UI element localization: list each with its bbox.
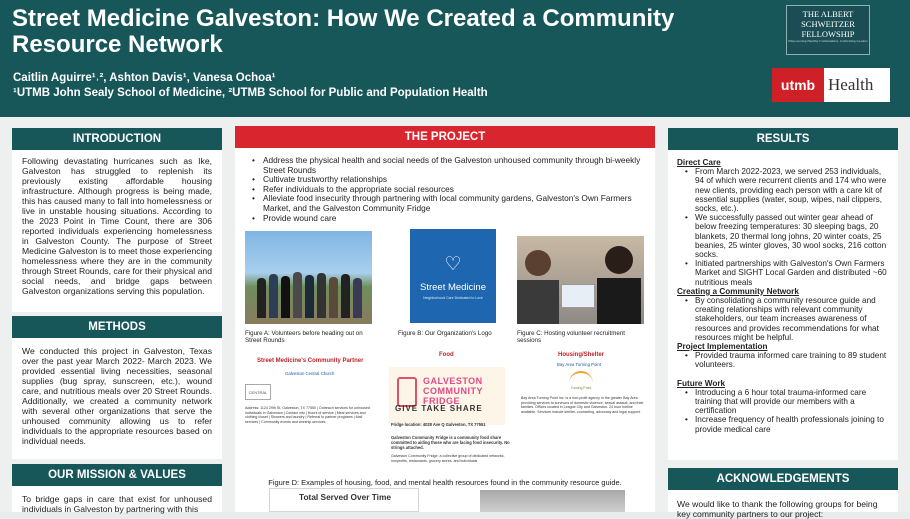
partner-heading: Street Medicine's Community Partner [257, 358, 364, 364]
logo-line: SCHWEITZER [801, 19, 855, 29]
logo-subtext: Neighborhood Care Dedicated to Love [423, 296, 483, 300]
utmb-health-logo [772, 68, 890, 102]
person-figure [257, 278, 266, 318]
fridge-logo-line: FRIDGE [423, 396, 461, 406]
fridge-address: Fridge location: 4028 Ave Q Galveston, TX 77551 [391, 422, 486, 427]
person-head [525, 250, 551, 276]
person-head [605, 246, 633, 274]
fridge-tagline: GIVE TAKE SHARE [395, 404, 483, 413]
street-medicine-logo [410, 229, 496, 323]
logo-line: THE ALBERT [802, 9, 854, 19]
implementation-heading: Project Implementation [677, 342, 768, 352]
person-body [597, 278, 641, 324]
list-item: • Increase frequency of health professionals joining to provide medical care [677, 415, 891, 433]
figure-b-caption: Figure B: Our Organization's Logo [398, 330, 492, 337]
logo-tagline: Empowering Healthy Communities, Cultivating Leaders [788, 39, 868, 43]
housing-heading: Housing/Shelter [558, 352, 605, 358]
acknowledgements-heading: ACKNOWLEDGEMENTS [668, 468, 898, 490]
partner-details: Address: 1124 29th St, Galveston, TX 77550 | Outreach services for unhoused individuals in Galveston | Contact info | Hours of service | Meal services and clothing closet | Showers and laundry | Referral to partner programs | Mail services | Community events and worship services [245, 406, 370, 424]
direct-care-list [677, 167, 891, 287]
methods-panel [12, 316, 222, 459]
figure-a-caption: Figure A: Volunteers before heading out on Street Rounds [245, 330, 363, 344]
implementation-list [677, 351, 891, 369]
list-item: • By consolidating a community resource guide and creating relationships with relevant community stakeholders, our team increases awareness of resources and provides recommendations for what resources might be helpful. [677, 296, 891, 342]
person-figure [353, 278, 362, 318]
project-bullets [249, 156, 649, 223]
food-heading: Food [439, 352, 454, 358]
fridge-description: Galveston Community Fridge is a community food share committed to aiding those who are facing food insecurity. No strings attached. [391, 435, 510, 450]
person-figure [317, 273, 326, 318]
person-figure [305, 275, 314, 318]
mission-heading: OUR MISSION & VALUES [12, 464, 222, 486]
chart-title: Total Served Over Time [299, 492, 391, 502]
health-wordmark: Health [828, 75, 874, 94]
recruitment-photo [517, 236, 644, 324]
community-fridge-logo [389, 367, 505, 425]
event-photo [480, 490, 625, 512]
person-figure [281, 276, 290, 318]
poster-title: Street Medicine Galveston: How We Created a Community Resource Network [12, 5, 675, 58]
person-figure [341, 274, 350, 318]
authors: Caitlin Aguirre¹˒², Ashton Davis¹, Vanesa Ochoa¹ [13, 72, 276, 84]
future-heading: Future Work [677, 378, 726, 388]
list-item: • Alleviate food insecurity through partnering with local community gardens, Galveston's Own Farmers Market, and the Galveston Community Fridge [249, 194, 649, 213]
utmb-wordmark: utmb [772, 68, 824, 102]
list-item: • Address the physical health and social needs of the Galveston unhoused community through bi-weekly Street Rounds [249, 156, 649, 175]
fridge-logo-line: GALVESTON [423, 376, 483, 386]
methods-text: We conducted this project in Galveston, Texas over the past year March 2022- March 2023. We provided essential living necessities, seasonal supplies (bug spray, sunscreen, etc.), wound care, and nutritious meals over 20 Street Rounds. Additionally, we created a community network with several other organizations that serve the unhoused community allowing us to refer individuals to the appropriate resources based on individual needs. [22, 346, 212, 446]
results-panel [668, 128, 898, 460]
acknowledgements-panel [668, 468, 898, 519]
introduction-heading: INTRODUCTION [12, 128, 222, 150]
mission-panel [12, 464, 222, 512]
introduction-text: Following devastating hurricanes such as Ike, Galveston has struggled to replenish its previously existing affordable housing infrastructure. Although progress is being made, this has caused many to fall into homelessness or live in unstable housing situations. According to the 2023 Point in Time Count, there are 306 reported individuals experiencing homelessness in Galveston County. The purpose of Street Medicine Galveston is to meet those experiencing homelessness where they are in the community through Street Rounds, care for their physical and social needs, and bridge gaps between Galveston organizations serving this population. [22, 156, 212, 296]
fridge-logo-line: COMMUNITY [423, 386, 483, 396]
project-panel [235, 126, 655, 512]
logo-text: Street Medicine [419, 282, 486, 293]
fridge-description-2: Galveston Community Fridge: a collective group of dedicated networks, nonprofits, restaurants, grocery stores, and individuals [391, 454, 505, 463]
person-figure [269, 274, 278, 318]
schweitzer-fellowship-logo [786, 5, 870, 55]
list-item: • Provided trauma informed care training to 89 student volunteers. [677, 351, 891, 369]
affiliations: ¹UTMB John Sealy School of Medicine, ²UTMB School for Public and Population Health [13, 87, 488, 99]
figure-c-caption: Figure C: Hosting volunteer recruitment sessions [517, 330, 625, 344]
fridge-icon [397, 377, 417, 407]
direct-care-heading: Direct Care [677, 158, 721, 167]
housing-name: Bay Area Turning Point [557, 362, 601, 367]
poster-header [0, 0, 910, 117]
partner-name: Galveston Central Church [285, 371, 335, 376]
heart-icon: ♡ [444, 254, 462, 275]
turning-point-logo: Turning Point [569, 371, 593, 389]
results-body [677, 158, 891, 434]
list-item: • Initiated partnerships with Galveston's Own Farmers Market and SIGHT Local Garden and distributed ~60 nutritious meals [677, 259, 891, 287]
housing-details: Bay Area Turning Point Inc. is a non-profit agency in the greater Bay Area providing services to survivors of domestic violence, sexual assault, and their families. Offices located in League City and Galveston. 24 hour hotline available. Services include shelter, counseling, advocacy and legal support. [521, 396, 644, 414]
person-figure [329, 277, 338, 318]
acknowledgements-text: We would like to thank the following groups for being key community partners to our project: [677, 499, 878, 519]
laptop [561, 284, 595, 308]
introduction-panel [12, 128, 222, 312]
network-heading: Creating a Community Network [677, 286, 799, 296]
list-item: • Cultivate trustworthy relationships [249, 175, 649, 185]
future-list [677, 388, 891, 434]
list-item: • Refer individuals to the appropriate social resources [249, 185, 649, 195]
list-item: • Introducing a 6 hour total trauma-informed care training that will provide our members with a certification [677, 388, 891, 416]
project-heading: THE PROJECT [235, 126, 655, 148]
person-body [517, 280, 559, 324]
mission-text: To bridge gaps in care that exist for unhoused individuals in Galveston by partnering with this [22, 494, 212, 514]
list-item: • From March 2022-2023, we served 253 individuals, 94 of which were recurrent clients and 174 who were new clients, providing each person with a care kit of essential supplies (water, soup, wipes, nail clippers, socks, etc.). [677, 167, 891, 213]
volunteers-photo [245, 231, 372, 324]
figure-d-caption: Figure D: Examples of housing, food, and mental health resources found in the community resource guide. [268, 478, 622, 487]
list-item: • Provide wound care [249, 214, 649, 224]
logo-line: FELLOWSHIP [801, 29, 855, 39]
central-church-logo: CENTRAL [245, 384, 271, 400]
network-list [677, 296, 891, 342]
person-figure [293, 272, 302, 318]
methods-heading: METHODS [12, 316, 222, 338]
list-item: • We successfully passed out winter gear ahead of below freezing temperatures: 30 sleeping bags, 20 blankets, 20 thermal long johns, 20 winter coats, 25 beanies, 25 winter gloves, 30 wool socks, 216 cotton socks. [677, 213, 891, 259]
results-heading: RESULTS [668, 128, 898, 150]
